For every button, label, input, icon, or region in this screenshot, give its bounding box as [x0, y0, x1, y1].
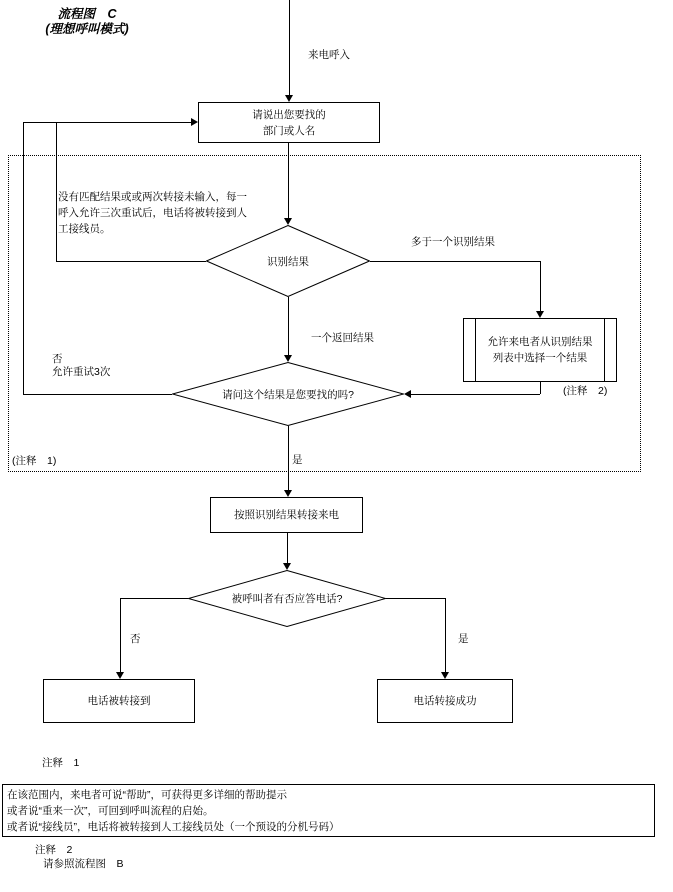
page-title	[30, 7, 144, 37]
recognize-diamond	[206, 225, 370, 297]
label-note1-ref: (注释 1)	[12, 455, 57, 467]
select-box	[463, 318, 617, 382]
no-answer-box	[43, 679, 195, 723]
arrow-into-transfer-box	[284, 490, 292, 497]
arrow-into-success-box	[441, 672, 449, 679]
arrow-into-answered-diamond	[283, 563, 291, 570]
ask-box-line1: 请说出您要找的	[252, 108, 326, 121]
line-answer-no-horizontal	[120, 598, 188, 599]
line-multiple-results-horizontal	[370, 261, 540, 262]
line-feedback-inner-bottom	[56, 261, 206, 262]
no-answer-box-label: 电话被转接到	[87, 695, 151, 707]
note2-body: 请参照流程图 B	[43, 858, 124, 870]
note1-box	[2, 784, 655, 837]
note1-line2: 或者说“重来一次”，可回到呼叫流程的启始。	[7, 805, 214, 817]
line-answer-yes-vertical	[445, 598, 446, 672]
label-one-result: 一个返回结果	[311, 332, 374, 344]
line-confirm-to-transfer	[288, 426, 289, 490]
success-box-label: 电话转接成功	[413, 695, 477, 707]
arrow-into-confirm-diamond-right	[404, 390, 411, 398]
select-box-inner-border-right	[604, 319, 605, 381]
line-feedback-outer-vertical	[23, 122, 24, 395]
label-note2-ref: (注释 2)	[563, 385, 608, 397]
note1-title: 注释 1	[42, 757, 80, 769]
confirm-diamond-label: 请问这个结果是您要找的吗?	[222, 388, 354, 401]
success-box	[377, 679, 513, 723]
line-feedback-outer-bottom	[23, 394, 172, 395]
label-retry-no-line2: 允许重试3次	[52, 366, 111, 378]
line-select-down	[540, 382, 541, 394]
note2-title: 注释 2	[35, 844, 73, 856]
answered-diamond-label: 被呼叫者有否应答电话?	[231, 593, 343, 605]
page-title-line2: (理想呼叫模式)	[45, 22, 129, 36]
line-feedback-inner-vertical	[56, 122, 57, 262]
label-multiple-results: 多于一个识别结果	[411, 236, 495, 248]
transfer-box-label: 按照识别结果转接来电	[234, 509, 339, 521]
recognize-diamond-label: 识别结果	[267, 255, 309, 268]
label-answer-yes: 是	[458, 633, 469, 645]
arrow-into-confirm-diamond-top	[284, 355, 292, 362]
label-incoming-call: 来电呼入	[308, 49, 350, 61]
line-answer-yes-horizontal	[386, 598, 445, 599]
line-ask-to-recognize	[288, 143, 289, 218]
note1-line1: 在该范围内，来电者可说“帮助”，可获得更多详细的帮助提示	[7, 789, 287, 801]
arrow-into-no-answer-box	[116, 672, 124, 679]
ask-box-line2: 部门或人名	[262, 124, 316, 137]
arrow-into-ask-box-left	[191, 118, 198, 126]
select-box-inner-border-left	[475, 319, 476, 381]
arrow-into-recognize-diamond	[284, 218, 292, 225]
line-feedback-top	[23, 122, 191, 123]
label-retry-no	[52, 353, 110, 379]
line-answer-no-vertical	[120, 598, 121, 672]
transfer-box	[210, 497, 363, 533]
arrow-into-ask-box	[285, 95, 293, 102]
label-answer-no: 否	[130, 633, 141, 645]
line-select-to-confirm	[411, 394, 540, 395]
line-one-result	[288, 297, 289, 355]
side-note-line3: 工接线员。	[58, 223, 111, 235]
note1-line3: 或者说“接线员”，电话将被转接到人工接线员处（一个预设的分机号码）	[7, 821, 340, 833]
line-entry	[289, 0, 290, 95]
ask-box	[198, 102, 380, 143]
line-multiple-results-vertical	[540, 261, 541, 311]
side-note-line2: 呼入允许三次重试后，电话将被转接到人	[58, 207, 247, 219]
line-transfer-to-answered	[287, 533, 288, 563]
label-confirm-yes: 是	[292, 454, 303, 466]
side-note-line1: 没有匹配结果或或两次转接未输入，每一	[58, 191, 247, 203]
arrow-into-select-box	[536, 311, 544, 318]
label-retry-no-line1: 否	[52, 353, 63, 365]
answered-diamond	[188, 570, 386, 627]
select-box-line2: 列表中选择一个结果	[492, 352, 588, 364]
confirm-diamond	[172, 362, 404, 426]
page-title-line1: 流程图 C	[57, 7, 117, 21]
select-box-line1: 允许来电者从识别结果	[487, 336, 593, 348]
